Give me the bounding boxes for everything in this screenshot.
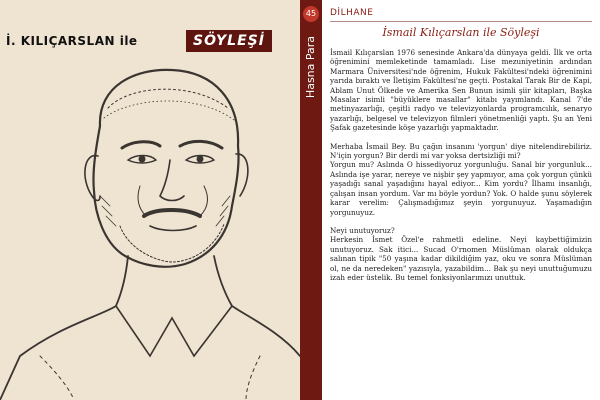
interview-title-bar [0,30,300,52]
spine-label: Hasna Para [304,35,317,99]
portrait-sketch [0,56,300,400]
right-page [300,0,600,400]
answer-2: Herkesin İsmet Özel'e rahmetli edeline. Neyi kaybettiğimizin unutuyoruz. Sak itici... Sucad O'rnomen Müslüman olarak oldukça salınan tipik "50 yaşına kadar dikildiğim yaz, oku ve sonra Müslüman ol, ne da neredeken" yazısıyla, yazabildim... Bak şu neyi unuttuğumuzu izah eder üstelik. Bu temel fonksiyonlarımızı unuttuk. [330,235,592,282]
section-name: DİLHANE [330,8,374,18]
page-number-badge: 45 [303,6,319,22]
page-spine [300,0,322,400]
intro-paragraph: İsmail Kılıçarslan 1976 senesinde Ankara'da dünyaya geldi. İlk ve orta öğrenimini memleketinde tamamladı. Lise mezuniyetinin ardından Marmara Üniversitesi'nde öğrenim, Hukuk Fakültesi'ndeki öğrenimini yarıda bıraktı ve İletişim Fakültesi'ne geçti. Postakal Tarak Bir de Kapi, Ablam Unut Ölkede ve Amerika Sen Bunun isimli şiir kitapları, Başka Masalar isimli "büyüklere masallar" kitabı yayımlandı. Kanal 7'de metinyazarlığı, çeşitli radyo ve televizyonlarda programcılık, senaryo yazarlığı, belgesel ve televizyon filmleri yönetmenliği yaptı. Şu an Yeni Şafak gazetesinde köşe yazarlığı yapmaktadır. [330,48,592,133]
answer-1: Yorgun mu? Aslında O hissediyoruz yorgunluğu. Sanal bir yorgunluk... Aslında işe yarar, nereye ve nişbir şey yapmıyor, ama çok yorgun çünkü yaşadığı sanal yaşadığını hayal ediyor... Kim yordu? İlhamı insanlığı, çalışan insan yordum. Var mı böyle yordun? Yok. O halde şunu söylerek karar verelim: Çalışmadığımız şeyin yorgunuyuz. Yaşamadığın yorgunuyuz. [330,160,592,217]
interviewee-name: İ. KILIÇARSLAN ile [6,34,138,48]
question-1: Merhaba İsmail Bey. Bu çağın insanını 'yorgun' diye nitelendirebiliriz. N'için yorgun? Bir derdi mi var yoksa dertsizliği mi? [330,141,592,161]
interview-word-badge: SÖYLEŞİ [186,30,272,52]
question-2: Neyi unutuyoruz? [330,225,395,235]
article-title: İsmail Kılıçarslan ile Söyleşi [382,26,540,39]
header-divider [330,21,592,22]
article-body [330,48,592,291]
